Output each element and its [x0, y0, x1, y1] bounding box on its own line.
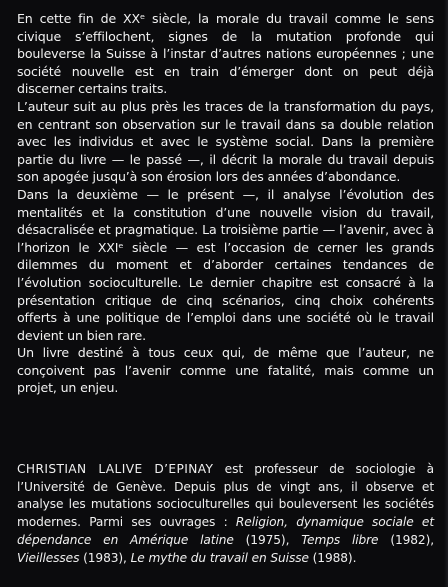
work-title: Temps libre	[301, 532, 379, 547]
work-year: (1982),	[378, 532, 435, 547]
author-bio-lead: est professeur de sociologie à l’Université de Genève. Depuis plus de vingt ans, il observe et analyse les mutations socioculturelles qui bouleversent les sociétés modernes. Parmi ses ouvrages :	[17, 462, 434, 530]
blurb-text	[17, 10, 434, 397]
work-year: (1983),	[79, 550, 131, 565]
work-year: (1975),	[233, 532, 302, 547]
paragraph-intro: En cette fin de XXᵉ siècle, la morale du travail comme le sens civique s’effilochent, signes de la mutation profonde qui bouleverse la Suisse à l’instar d’autres nations européennes ; une société nouvelle est en train d’émerger dont on peut déjà discerner certains traits.	[17, 11, 434, 97]
author-bio	[17, 461, 434, 567]
paragraph-second-third-part: Dans la deuxième — le présent —, il analyse l’évolution des mentalités et la constitution d’une nouvelle vision du travail, désacralisée et pragmatique. La troisième partie — l’avenir, avec à l’horizon le XXIᵉ siècle — est l’occasion de cerner les grands dilemmes du moment et d’aborder certaines tendances de l’évolution socioculturelle. Le dernier chapitre est consacré à la présentation critique de cinq scénarios, cinq choix cohérents offerts à une politique de l’emploi dans une société où le travail devient un bien rare.	[17, 186, 434, 343]
work-title: Le mythe du travail en Suisse	[130, 550, 309, 565]
author-bio-paragraph	[17, 461, 434, 567]
paragraph-first-part: L’auteur suit au plus près les traces de la transformation du pays, en centrant son observation sur le travail dans sa double relation avec les individus et avec le système social. Dans la première partie du livre — le passé —, il décrit la morale du travail depuis son apogée jusqu’à son érosion lors des années d’abondance.	[17, 98, 434, 185]
author-name: CHRISTIAN LALIVE D’EPINAY	[17, 462, 214, 476]
cover-edge-shadow	[444, 0, 448, 587]
work-year: (1988).	[308, 550, 357, 565]
paragraph-closing: Un livre destiné à tous ceux qui, de même que l’auteur, ne conçoivent pas l’avenir comme une fatalité, mais comme un projet, un enjeu.	[17, 345, 434, 396]
work-title: Vieillesses	[17, 550, 80, 565]
work-title: Religion, dynamique sociale et dépendance en Amérique latine	[17, 515, 434, 547]
